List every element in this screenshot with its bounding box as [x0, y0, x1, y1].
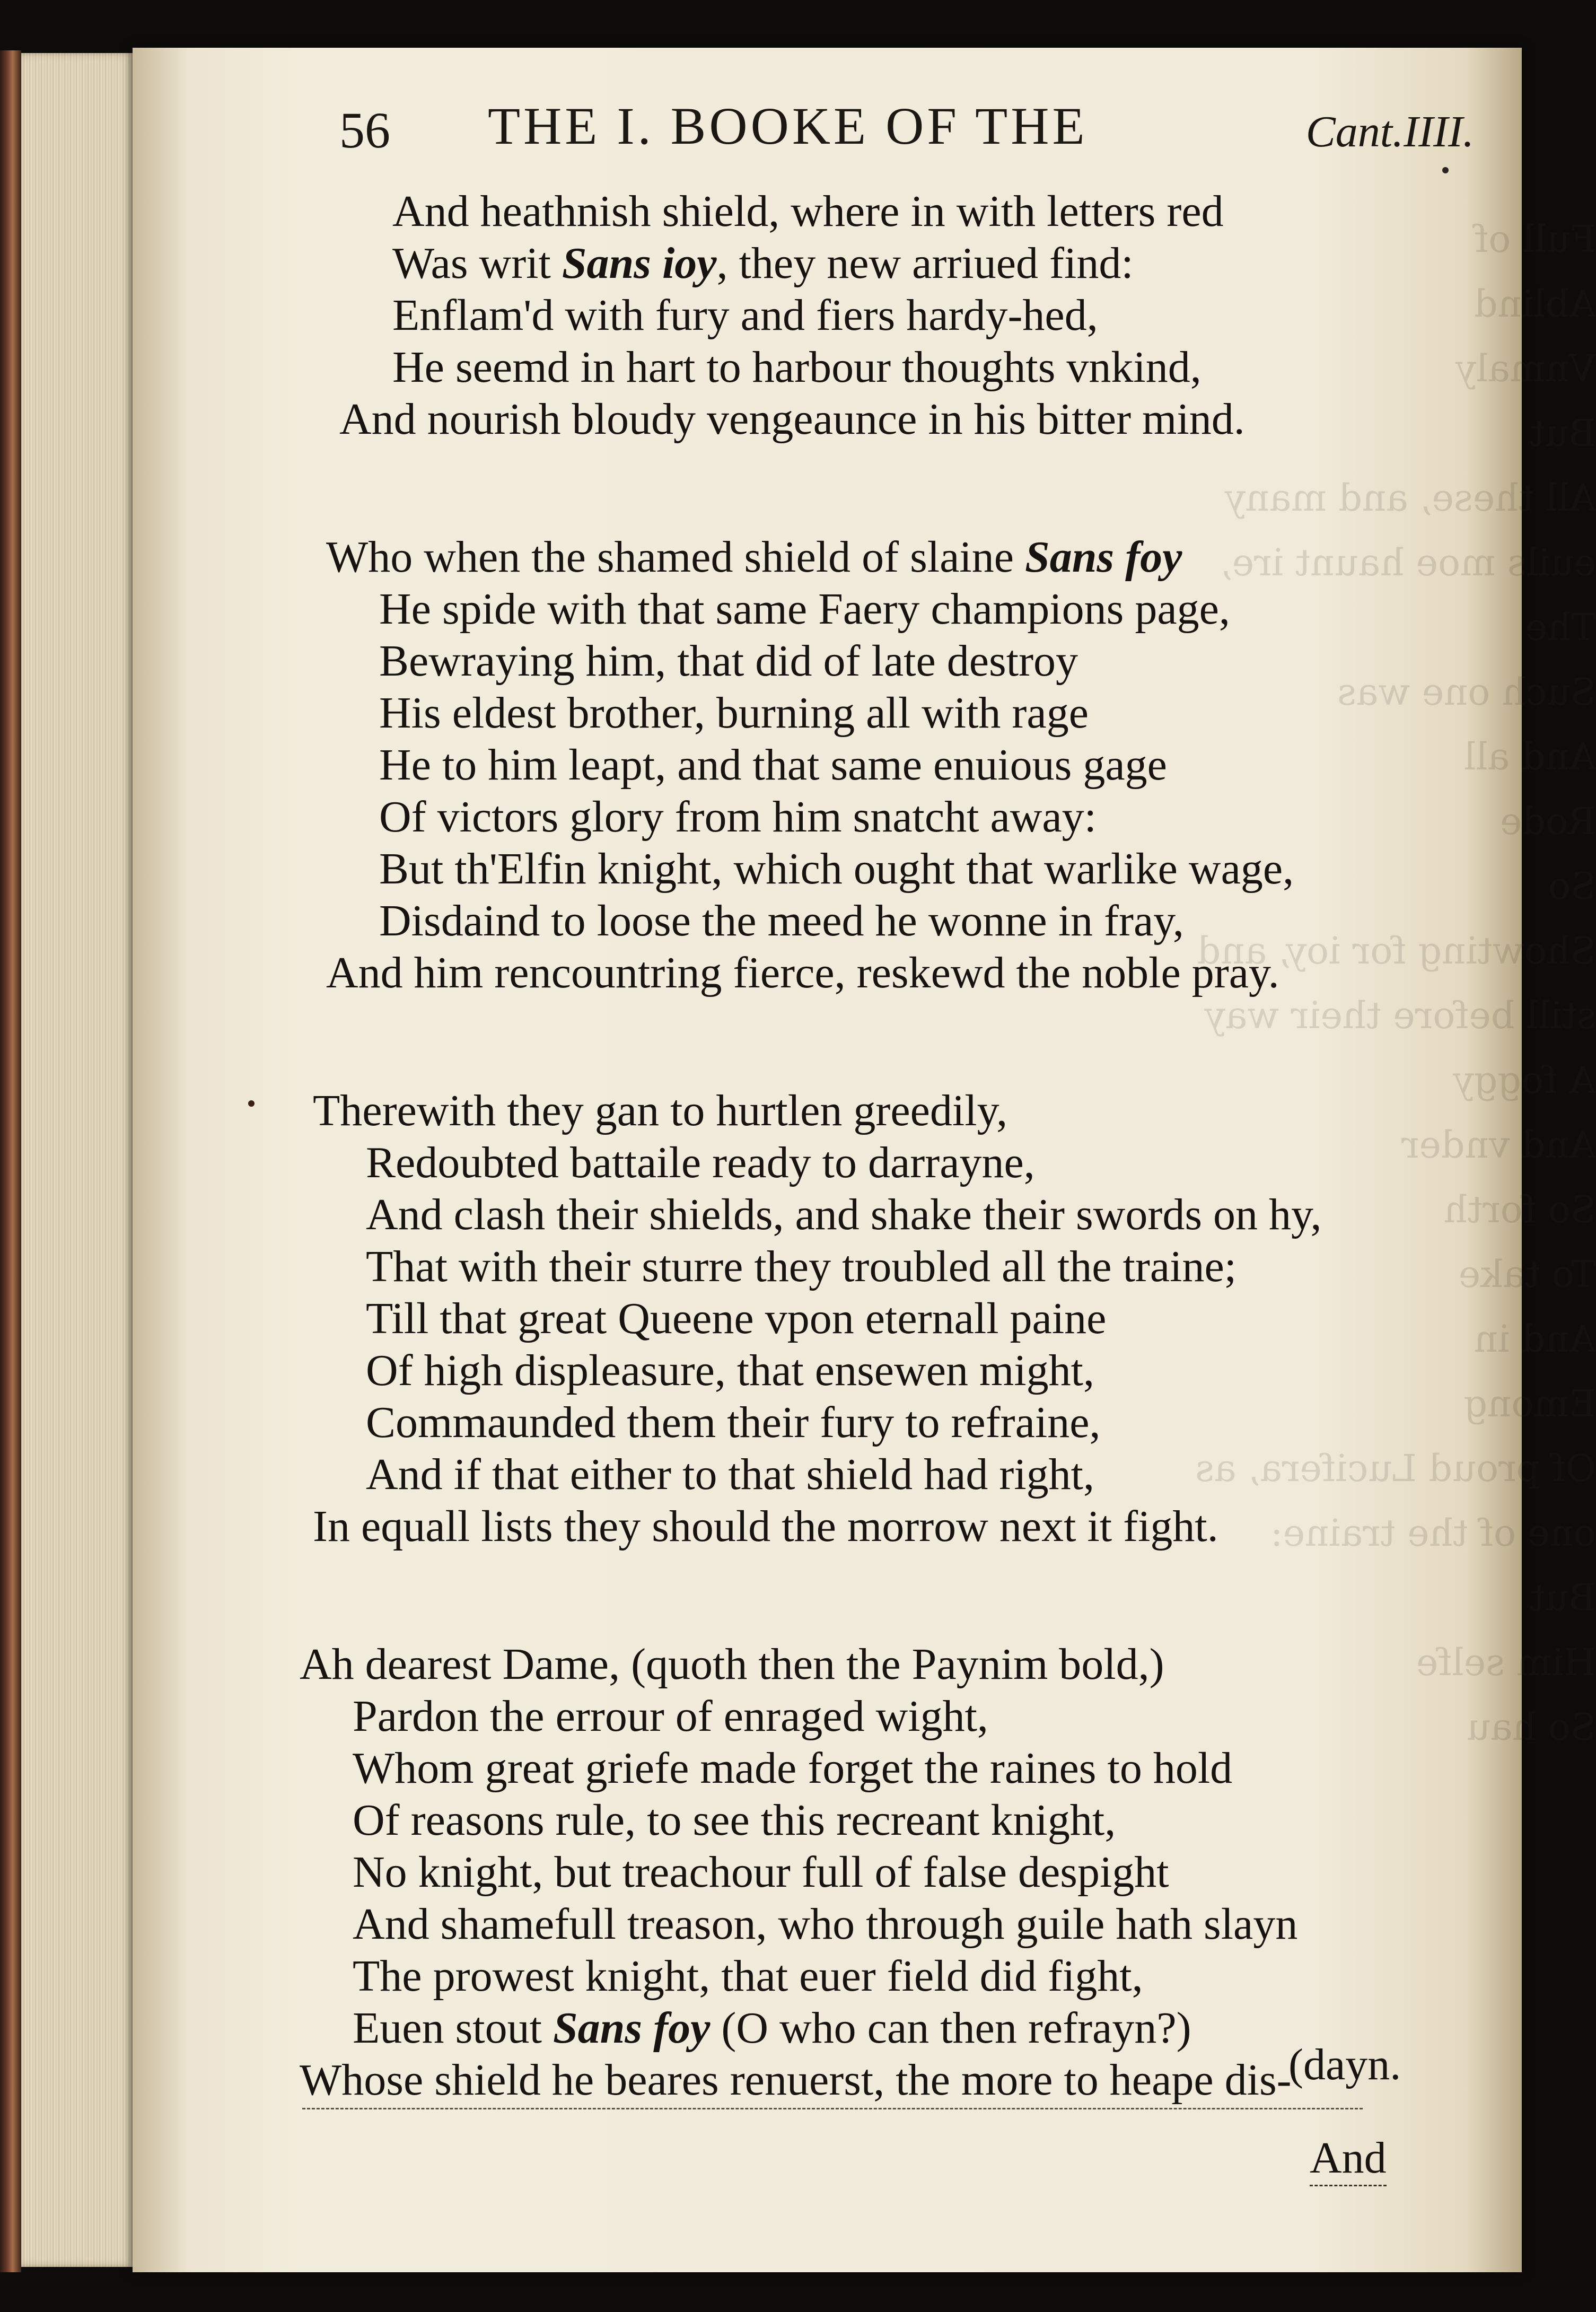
show-through-line: Ablind [1474, 282, 1596, 326]
verse-line [366, 1293, 1106, 1344]
verse-line [353, 1794, 1116, 1846]
show-through-line: Rode [1499, 800, 1596, 843]
book-gilt-edge [0, 50, 21, 2272]
verse-line [313, 1501, 1218, 1552]
show-through-line: Showting for ioy, and still before their way [1197, 929, 1596, 1037]
verse-text: Ah dearest Dame, (quoth then the Paynim bold,) [300, 1640, 1164, 1689]
turnover-fragment: (dayn. [1288, 2040, 1401, 2089]
running-title: THE I. BOOKE OF THE [488, 97, 1088, 155]
verse-line [353, 1950, 1143, 2002]
verse-line [392, 290, 1098, 341]
verse-text: Euen stout [353, 2003, 553, 2053]
page-number: 56 [339, 102, 390, 159]
show-through-line: And all [1463, 735, 1596, 778]
verse-line [353, 1898, 1297, 1950]
verse-text: Till that great Queene vpon eternall paine [366, 1294, 1107, 1343]
verse-text: Pardon the errour of enraged wight, [353, 1692, 988, 1741]
verse-text: And heathnish shield, where in with letters red [392, 187, 1224, 236]
show-through-line: So forth [1443, 1188, 1596, 1231]
verse-line [326, 947, 1279, 999]
verse-line [379, 739, 1167, 791]
verse-text: He seemd in hart to harbour thoughts vnkind, [392, 343, 1202, 392]
verse-line [300, 2054, 1292, 2106]
turnover-rule [302, 2108, 1363, 2109]
verse-text: In equall lists they should the morrow next it fight. [313, 1502, 1218, 1551]
verse-line [379, 687, 1089, 739]
verse-line [392, 341, 1202, 393]
show-through-line: Vnmaly [1455, 347, 1596, 390]
show-through-line: Of proud Lucifera, as one of the traine: [1195, 1447, 1596, 1555]
verse-text: Enflam'd with fury and fiers hardy-hed, [392, 291, 1098, 340]
verse-text: Of victors glory from him snatcht away: [379, 792, 1097, 842]
verse-line [353, 1742, 1232, 1794]
verse-text: Disdaind to loose the meed he wonne in fray, [379, 896, 1184, 945]
verse-line [366, 1345, 1094, 1396]
verse-text: Whom great griefe made forget the raines to hold [353, 1744, 1233, 1793]
verse-line [353, 1846, 1169, 1898]
verse-line [366, 1449, 1094, 1500]
show-through-line: The [1525, 606, 1596, 649]
verse-text: Therewith they gan to hurtlen greedily, [313, 1086, 1008, 1135]
show-through-line: And in [1474, 1317, 1596, 1361]
italic-name: Sans foy [553, 2003, 711, 2053]
canto-label: Cant.IIII. [1305, 107, 1474, 156]
show-through-line: But [1530, 1576, 1596, 1619]
verse-line [339, 393, 1245, 445]
italic-name: Sans ioy [562, 239, 717, 288]
verse-text: Commaunded them their fury to refraine, [366, 1398, 1101, 1447]
verse-line [326, 531, 1182, 583]
verse-text: And clash their shields, and shake their swords on hy, [366, 1190, 1322, 1239]
verse-line [379, 895, 1184, 947]
verse-line [366, 1397, 1101, 1448]
verse-line [379, 635, 1078, 687]
verse-line [366, 1189, 1322, 1240]
show-through-line: But [1530, 411, 1596, 455]
show-through-text [1172, 207, 1596, 2063]
verse-text: He spide with that same Faery champions page, [379, 584, 1230, 634]
verse-text: Who when the shamed shield of slaine [326, 532, 1025, 582]
verse-text: And nourish bloudy vengeaunce in his bitter mind. [339, 395, 1245, 444]
verse-line [366, 1137, 1035, 1188]
verse-line [313, 1085, 1007, 1136]
running-head [339, 90, 1474, 170]
show-through-line: All these, and many euils moe haunt ire, [1220, 476, 1596, 584]
verse-line [353, 2002, 1191, 2054]
verse-text: That with their sturre they troubled all the traine; [366, 1242, 1237, 1291]
verse-text: But th'Elfin knight, which ought that warlike wage, [379, 844, 1294, 894]
catchword: And [1310, 2132, 1387, 2186]
show-through-line: So hau [1466, 1705, 1596, 1749]
verse-text: Bewraying him, that did of late destroy [379, 636, 1078, 686]
italic-name: Sans foy [1025, 532, 1182, 582]
verse-text: The prowest knight, that euer field did fight, [353, 1951, 1143, 2001]
verse-text: Of high displeasure, that ensewen might, [366, 1346, 1095, 1395]
verse-text: , they new arriued find: [716, 239, 1134, 288]
verse-line [379, 791, 1097, 843]
page-block-edges [21, 53, 135, 2267]
verse-line [353, 1691, 988, 1742]
verse-text: And shamefull treason, who through guile hath slayn [353, 1899, 1298, 1949]
show-through-line: A foggy [1452, 1058, 1596, 1102]
show-through-line: So [1548, 864, 1596, 908]
show-through-line: And vnder [1401, 1123, 1596, 1167]
ink-speck [1442, 167, 1449, 173]
verse-text: No knight, but treachour full of false despight [353, 1847, 1169, 1897]
show-through-line: Emong [1463, 1382, 1596, 1425]
verse-text: And if that either to that shield had right, [366, 1450, 1095, 1499]
verse-line [392, 186, 1224, 237]
verse-line [379, 583, 1230, 635]
verse-text: Of reasons rule, to see this recreant knight, [353, 1796, 1116, 1845]
show-through-line: Him selfe [1416, 1641, 1596, 1684]
show-through-line: Such one was [1337, 670, 1596, 714]
verse-line [366, 1241, 1237, 1292]
verse-text: His eldest brother, burning all with rage [379, 688, 1089, 738]
verse-text: And him rencountring fierce, reskewd the noble pray. [326, 948, 1279, 997]
verse-text: He to him leapt, and that same enuious gage [379, 740, 1167, 790]
verse-text: Was writ [392, 239, 562, 288]
verse-text: Whose shield he beares renuerst, the more to heape dis- [300, 2055, 1292, 2105]
show-through-line: Full of [1475, 217, 1596, 261]
verse-text: Redoubted battaile ready to darrayne, [366, 1138, 1035, 1187]
verse-line [392, 238, 1134, 289]
ink-speck [248, 1100, 255, 1107]
verse-line [379, 843, 1294, 895]
verse-line [300, 1639, 1164, 1690]
show-through-line: To take [1458, 1253, 1596, 1296]
verse-text: (O who can then refrayn?) [710, 2003, 1191, 2053]
